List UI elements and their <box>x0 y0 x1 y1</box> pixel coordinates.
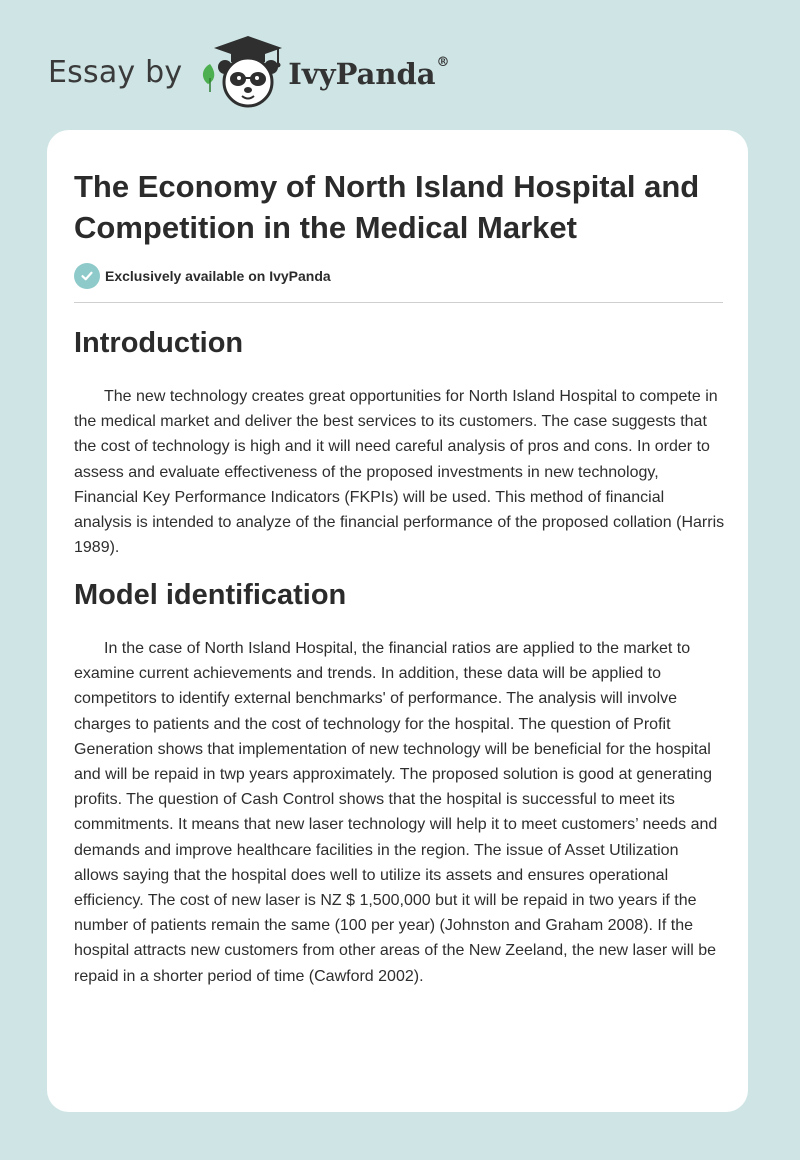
panda-logo-icon <box>198 34 286 110</box>
brand-prefix: Essay by <box>48 54 183 90</box>
registered-mark: ® <box>436 55 450 70</box>
section-heading-introduction: Introduction <box>74 327 244 359</box>
brand-name-text: IvyPanda <box>288 57 436 91</box>
badge-text: Exclusively available on IvyPanda <box>105 268 331 284</box>
essay-card <box>47 130 748 1112</box>
exclusive-badge <box>74 263 331 289</box>
divider <box>74 302 723 303</box>
brand-header[interactable] <box>48 34 450 110</box>
section-heading-model-identification: Model identification <box>74 579 347 611</box>
check-badge-icon <box>74 263 100 289</box>
section-paragraph-model-identification: In the case of North Island Hospital, the financial ratios are applied to the market to examine current achievements and trends. In addition, these data will be applied to competitors to identify external benchmarks' of performance. The analysis will involve charges to patients and the cost of technology for the hospital. The question of Profit Generation shows that implementation of new technology will be beneficial for the hospital and will be repaid in twp years approximately. The proposed solution is good at generating profits. The question of Cash Control shows that the hospital is successful to meet its commitments. It means that new laser technology will help it to meet customers’ needs and demands and improve healthcare facilities in the region. The issue of Asset Utilization allows saying that the hospital does well to utilize its assets and ensures operational efficiency. The cost of new laser is NZ $ 1,500,000 but it will be repaid in two years if the number of patients remain the same (100 per year) (Johnston and Graham 2008). If the hospital attracts new customers from other areas of the New Zeeland, the new laser will be repaid in a shorter period of time (Cawford 2002). <box>74 640 718 985</box>
section-paragraph-introduction: The new technology creates great opportunities for North Island Hospital to compete in the medical market and deliver the best services to its customers. The case suggests that the cost of technology is high and it will need careful analysis of pros and cons. In order to assess and evaluate effectiveness of the proposed investments in new technology, Financial Key Performance Indicators (FKPIs) will be used. This method of financial analysis is intended to analyze of the financial performance of the proposed collation (Harris 1989). <box>74 388 725 557</box>
page-title: The Economy of North Island Hospital and Competition in the Medical Market <box>74 169 700 245</box>
brand-name <box>288 57 449 91</box>
